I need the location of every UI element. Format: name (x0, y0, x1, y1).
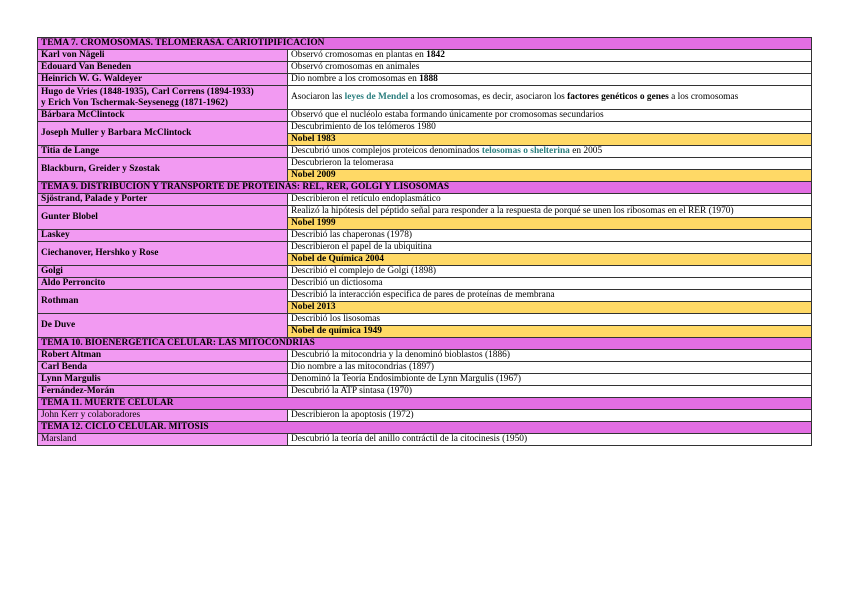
scientist-name: Carl Benda (38, 362, 288, 374)
section-header-tema-9: TEMA 9. DISTRIBUCIÓN Y TRANSPORTE DE PROTEÍNAS: REL, RER, GOLGI Y LISOSOMAS (38, 182, 812, 194)
discovery-description: Describieron el retículo endoplasmático (288, 194, 812, 206)
nobel-badge: Nobel 1983 (288, 134, 812, 146)
scientist-name: Robert Altman (38, 350, 288, 362)
discovery-description: Describió el complejo de Golgi (1898) (288, 266, 812, 278)
section-header-tema-7: TEMA 7. CROMOSOMAS. TELOMERASA. CARIOTIPIFICACIÓN (38, 38, 812, 50)
nobel-badge: Nobel 2009 (288, 170, 812, 182)
section-header-tema-11: TEMA 11. MUERTE CELULAR (38, 398, 812, 410)
discovery-description: Dio nombre a las mitocondrias (1897) (288, 362, 812, 374)
discovery-description: Describió la interacción especifica de pares de proteínas de membrana (288, 290, 812, 302)
nobel-badge: Nobel 2013 (288, 302, 812, 314)
scientist-name: Laskey (38, 230, 288, 242)
scientist-name: Hugo de Vries (1848-1935), Carl Correns (1894-1933) y Erich Von Tschermak-Seysenegg (1871-1962) (38, 86, 288, 110)
discovery-description: Realizó la hipótesis del péptido señal para responder a la respuesta de porqué se unen los ribosomas en el RER (1970) (288, 206, 812, 218)
scientist-name: Lynn Margulis (38, 374, 288, 386)
scientist-name: Bárbara McClintock (38, 110, 288, 122)
discovery-description: Descubrió la teoría del anillo contráctil de la citocinesis (1950) (288, 434, 812, 446)
section-header-tema-12: TEMA 12. CICLO CELULAR. MITOSIS (38, 422, 812, 434)
scientist-name: Ciechanover, Hershko y Rose (38, 242, 288, 266)
discovery-description: Observó cromosomas en plantas en 1842 (288, 50, 812, 62)
discovery-description: Descubrió unos complejos proteicos denominados telosomas o shelterina en 2005 (288, 146, 812, 158)
scientist-name: Heinrich W. G. Waldeyer (38, 74, 288, 86)
scientist-name: John Kerr y colaboradores (38, 410, 288, 422)
scientist-name: Edouard Van Beneden (38, 62, 288, 74)
discovery-description: Dio nombre a los cromosomas en 1888 (288, 74, 812, 86)
discovery-description: Descubrió la ATP sintasa (1970) (288, 386, 812, 398)
discovery-description: Observó que el nucléolo estaba formando únicamente por cromosomas secundarios (288, 110, 812, 122)
discovery-description: Describieron el papel de la ubiquitina (288, 242, 812, 254)
nobel-badge: Nobel de química 1949 (288, 326, 812, 338)
discovery-description: Descubrimiento de los telómeros 1980 (288, 122, 812, 134)
scientist-name: Fernández-Morán (38, 386, 288, 398)
scientist-name: Joseph Muller y Barbara McClintock (38, 122, 288, 146)
discovery-description: Asociaron las leyes de Mendel a los cromosomas, es decir, asociaron los factores genéticos o genes a los cromosomas (288, 86, 812, 110)
scientist-name: Golgi (38, 266, 288, 278)
scientist-name: Karl von Nägeli (38, 50, 288, 62)
discovery-description: Observó cromosomas en animales (288, 62, 812, 74)
scientist-name: Blackburn, Greider y Szostak (38, 158, 288, 182)
scientist-name: De Duve (38, 314, 288, 338)
discovery-description: Describieron la apoptosis (1972) (288, 410, 812, 422)
scientist-name: Sjöstrand, Palade y Porter (38, 194, 288, 206)
scientist-name: Gunter Blobel (38, 206, 288, 230)
discovery-description: Descubrió la mitocondria y la denominó bioblastos (1886) (288, 350, 812, 362)
discovery-description: Descubrieron la telomerasa (288, 158, 812, 170)
scientist-name: Marsland (38, 434, 288, 446)
discovery-description: Describió los lisosomas (288, 314, 812, 326)
topics-table (37, 37, 812, 446)
nobel-badge: Nobel de Química 2004 (288, 254, 812, 266)
discovery-description: Describió las chaperonas (1978) (288, 230, 812, 242)
scientist-name: Rothman (38, 290, 288, 314)
discovery-description: Denominó la Teoría Endosimbionte de Lynn Margulis (1967) (288, 374, 812, 386)
nobel-badge: Nobel 1999 (288, 218, 812, 230)
discovery-description: Describió un dictiosoma (288, 278, 812, 290)
section-header-tema-10: TEMA 10. BIOENERGÉTICA CELULAR: LAS MITOCONDRIAS (38, 338, 812, 350)
scientist-name: Titia de Lange (38, 146, 288, 158)
scientist-name: Aldo Perroncito (38, 278, 288, 290)
